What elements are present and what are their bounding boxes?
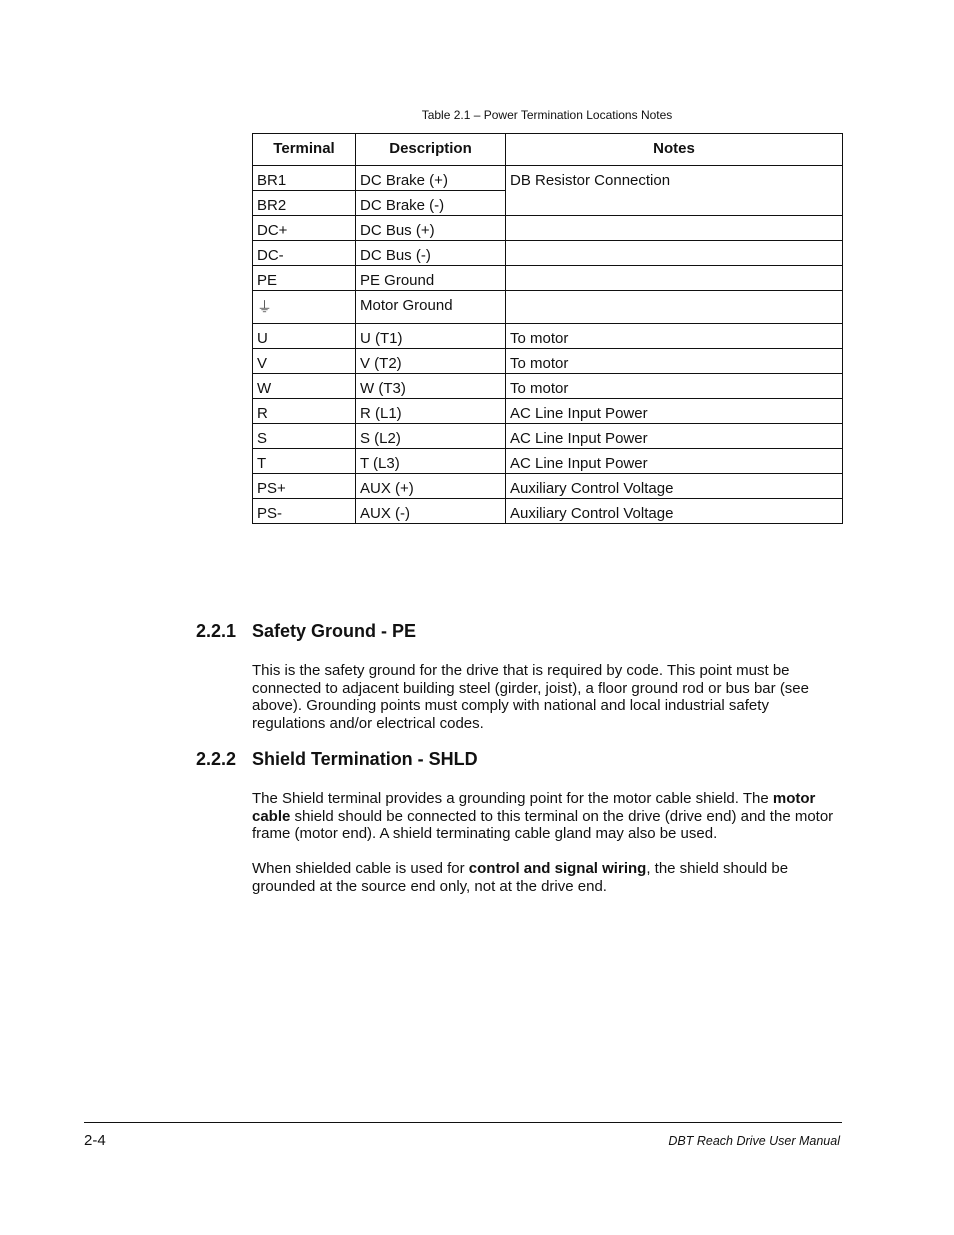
cell-terminal: S	[253, 424, 356, 449]
cell-description: U (T1)	[356, 324, 506, 349]
table-row	[253, 266, 843, 291]
cell-terminal	[253, 291, 356, 324]
section-heading-shield-termination	[196, 749, 478, 770]
section-heading-safety-ground	[196, 621, 416, 642]
cell-description: T (L3)	[356, 449, 506, 474]
cell-terminal: DC+	[253, 216, 356, 241]
text-run: The Shield terminal provides a grounding point for the motor cable shield. The	[252, 790, 773, 807]
cell-terminal: BR1	[253, 166, 356, 191]
cell-notes: To motor	[506, 324, 843, 349]
cell-description: AUX (-)	[356, 499, 506, 524]
cell-notes	[506, 241, 843, 266]
table-header-row	[253, 134, 843, 166]
cell-notes: AC Line Input Power	[506, 449, 843, 474]
text-run: shield should be connected to this terminal on the drive (drive end) and the motor frame (motor end). A shield terminating cable gland may also be used.	[252, 807, 834, 842]
text-run: , the shield should be grounded at the source end only, not at the drive end.	[252, 860, 789, 895]
table-row	[253, 324, 843, 349]
header-terminal: Terminal	[253, 134, 356, 166]
ground-symbol-icon: ⏚	[257, 299, 273, 316]
cell-terminal: W	[253, 374, 356, 399]
cell-terminal: DC-	[253, 241, 356, 266]
cell-terminal: PS-	[253, 499, 356, 524]
table-row	[253, 399, 843, 424]
header-notes: Notes	[506, 134, 843, 166]
table-row	[253, 291, 843, 324]
cell-notes: AC Line Input Power	[506, 399, 843, 424]
cell-notes: To motor	[506, 374, 843, 399]
page-number: 2-4	[84, 1132, 106, 1149]
cell-notes: To motor	[506, 349, 843, 374]
table-row	[253, 499, 843, 524]
shield-paragraph-2	[252, 860, 844, 895]
cell-description: DC Brake (+)	[356, 166, 506, 191]
cell-terminal: R	[253, 399, 356, 424]
cell-description: PE Ground	[356, 266, 506, 291]
text-run: When shielded cable is used for	[252, 860, 469, 877]
bold-text-run: motor cable	[252, 790, 816, 825]
cell-notes: Auxiliary Control Voltage	[506, 474, 843, 499]
cell-terminal: PE	[253, 266, 356, 291]
cell-terminal: PS+	[253, 474, 356, 499]
cell-notes	[506, 216, 843, 241]
cell-terminal: T	[253, 449, 356, 474]
cell-description: DC Bus (+)	[356, 216, 506, 241]
power-termination-table	[252, 133, 843, 524]
cell-description: DC Bus (-)	[356, 241, 506, 266]
cell-description: S (L2)	[356, 424, 506, 449]
cell-notes	[506, 291, 843, 324]
table-row	[253, 216, 843, 241]
cell-notes: DB Resistor Connection	[506, 166, 843, 216]
section-title: Shield Termination - SHLD	[252, 749, 478, 769]
cell-description: DC Brake (-)	[356, 191, 506, 216]
cell-terminal: V	[253, 349, 356, 374]
cell-notes: AC Line Input Power	[506, 424, 843, 449]
cell-notes: Auxiliary Control Voltage	[506, 499, 843, 524]
cell-description: V (T2)	[356, 349, 506, 374]
cell-description: AUX (+)	[356, 474, 506, 499]
table-row	[253, 449, 843, 474]
shield-paragraph-1	[252, 790, 844, 843]
table-row	[253, 424, 843, 449]
cell-notes	[506, 266, 843, 291]
section-number: 2.2.1	[196, 621, 237, 641]
manual-title: DBT Reach Drive User Manual	[668, 1134, 840, 1148]
table-row	[253, 374, 843, 399]
bold-text-run: control and signal wiring	[468, 860, 647, 877]
section-title: Safety Ground - PE	[252, 621, 417, 641]
table-caption: Table 2.1 – Power Termination Locations Notes	[421, 108, 673, 122]
table-row	[253, 474, 843, 499]
footer-divider	[84, 1122, 842, 1123]
safety-ground-paragraph: This is the safety ground for the drive that is required by code. This point must be connected to adjacent building steel (girder, joist), a floor ground rod or bus bar (see above). Grounding points must comply with national and local industrial safety regulations and/or electrical codes.	[252, 662, 809, 732]
table-row	[253, 166, 843, 191]
cell-terminal: BR2	[253, 191, 356, 216]
cell-description: R (L1)	[356, 399, 506, 424]
cell-description: W (T3)	[356, 374, 506, 399]
table-row	[253, 241, 843, 266]
cell-description: Motor Ground	[356, 291, 506, 324]
header-description: Description	[356, 134, 506, 166]
cell-terminal: U	[253, 324, 356, 349]
section-number: 2.2.2	[196, 749, 237, 769]
table-row	[253, 349, 843, 374]
